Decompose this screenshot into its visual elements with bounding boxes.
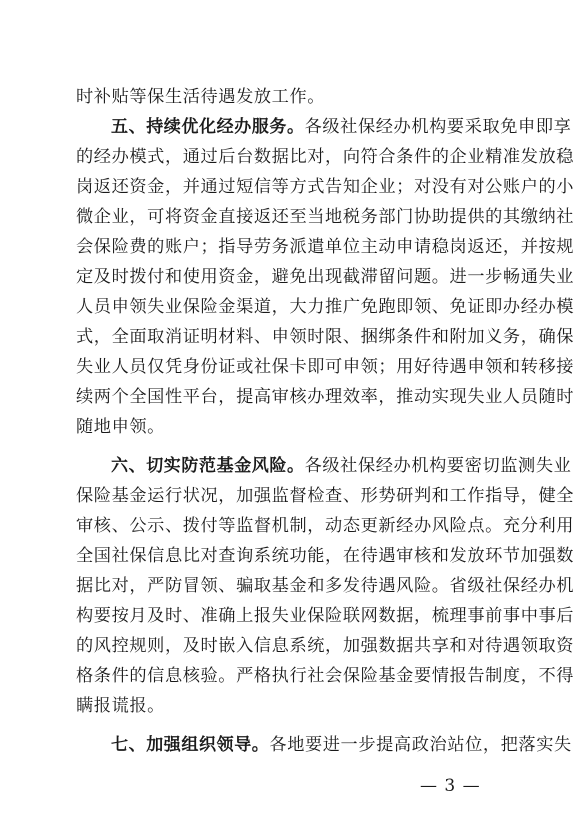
paragraph-line: 保险基金运行状况，加强监督检查、形势研判和工作指导，健全 (76, 486, 575, 506)
paragraph-line: 岗返还资金，并通过短信等方式告知企业；对没有对公账户的小 (76, 177, 575, 197)
section-7-first-line-text: 各地要进一步提高政治站位，把落实失 (269, 735, 572, 755)
section-5-first-line-text: 各级社保经办机构要采取免申即享 (304, 117, 572, 137)
section-6-heading: 六、切实防范基金风险。 (111, 456, 305, 476)
paragraph-line: 据比对，严防冒领、骗取基金和多发待遇风险。省级社保经办机 (76, 576, 575, 596)
paragraph-line: 续两个全国性平台，提高审核办理效率，推动实现失业人员随时 (76, 387, 575, 407)
paragraph-line: 审核、公示、拨付等监督机制，动态更新经办风险点。充分利用 (76, 516, 575, 536)
section-5-first-line (76, 112, 572, 142)
paragraph-line: 人员申领失业保险金渠道，大力推广免跑即领、免证即办经办模 (76, 297, 575, 317)
section-6-first-line (76, 451, 572, 481)
paragraph-line: 的风控规则，及时嵌入信息系统，加强数据共享和对待遇领取资 (76, 636, 575, 656)
paragraph-line: 瞒报谎报。 (76, 696, 165, 716)
page-number: — 3 — (420, 776, 481, 796)
paragraph-line: 失业人员仅凭身份证或社保卡即可申领；用好待遇申领和转移接 (76, 357, 575, 377)
paragraph-line: 定及时拨付和使用资金，避免出现截滞留问题。进一步畅通失业 (76, 267, 575, 287)
intro-line: 时补贴等保生活待遇发放工作。 (76, 87, 326, 107)
section-5-heading: 五、持续优化经办服务。 (111, 117, 305, 137)
section-7-first-line (76, 730, 572, 760)
document-body (76, 82, 575, 760)
paragraph-line: 微企业，可将资金直接返还至当地税务部门协助提供的其缴纳社 (76, 207, 575, 227)
section-7-heading: 七、加强组织领导。 (111, 735, 270, 755)
paragraph-line: 式，全面取消证明材料、申领时限、捆绑条件和附加义务，确保 (76, 327, 575, 347)
paragraph-line: 全国社保信息比对查询系统功能，在待遇审核和发放环节加强数 (76, 546, 575, 566)
paragraph-line: 会保险费的账户；指导劳务派遣单位主动申请稳岗返还，并按规 (76, 237, 575, 257)
section-6-first-line-text: 各级社保经办机构要密切监测失业 (304, 456, 572, 476)
paragraph-line: 构要按月及时、准确上报失业保险联网数据，梳理事前事中事后 (76, 606, 575, 626)
paragraph-line: 随地申领。 (76, 417, 165, 437)
paragraph-line: 的经办模式，通过后台数据比对，向符合条件的企业精准发放稳 (76, 147, 575, 167)
paragraph-line: 格条件的信息核验。严格执行社会保险基金要情报告制度，不得 (76, 666, 575, 686)
